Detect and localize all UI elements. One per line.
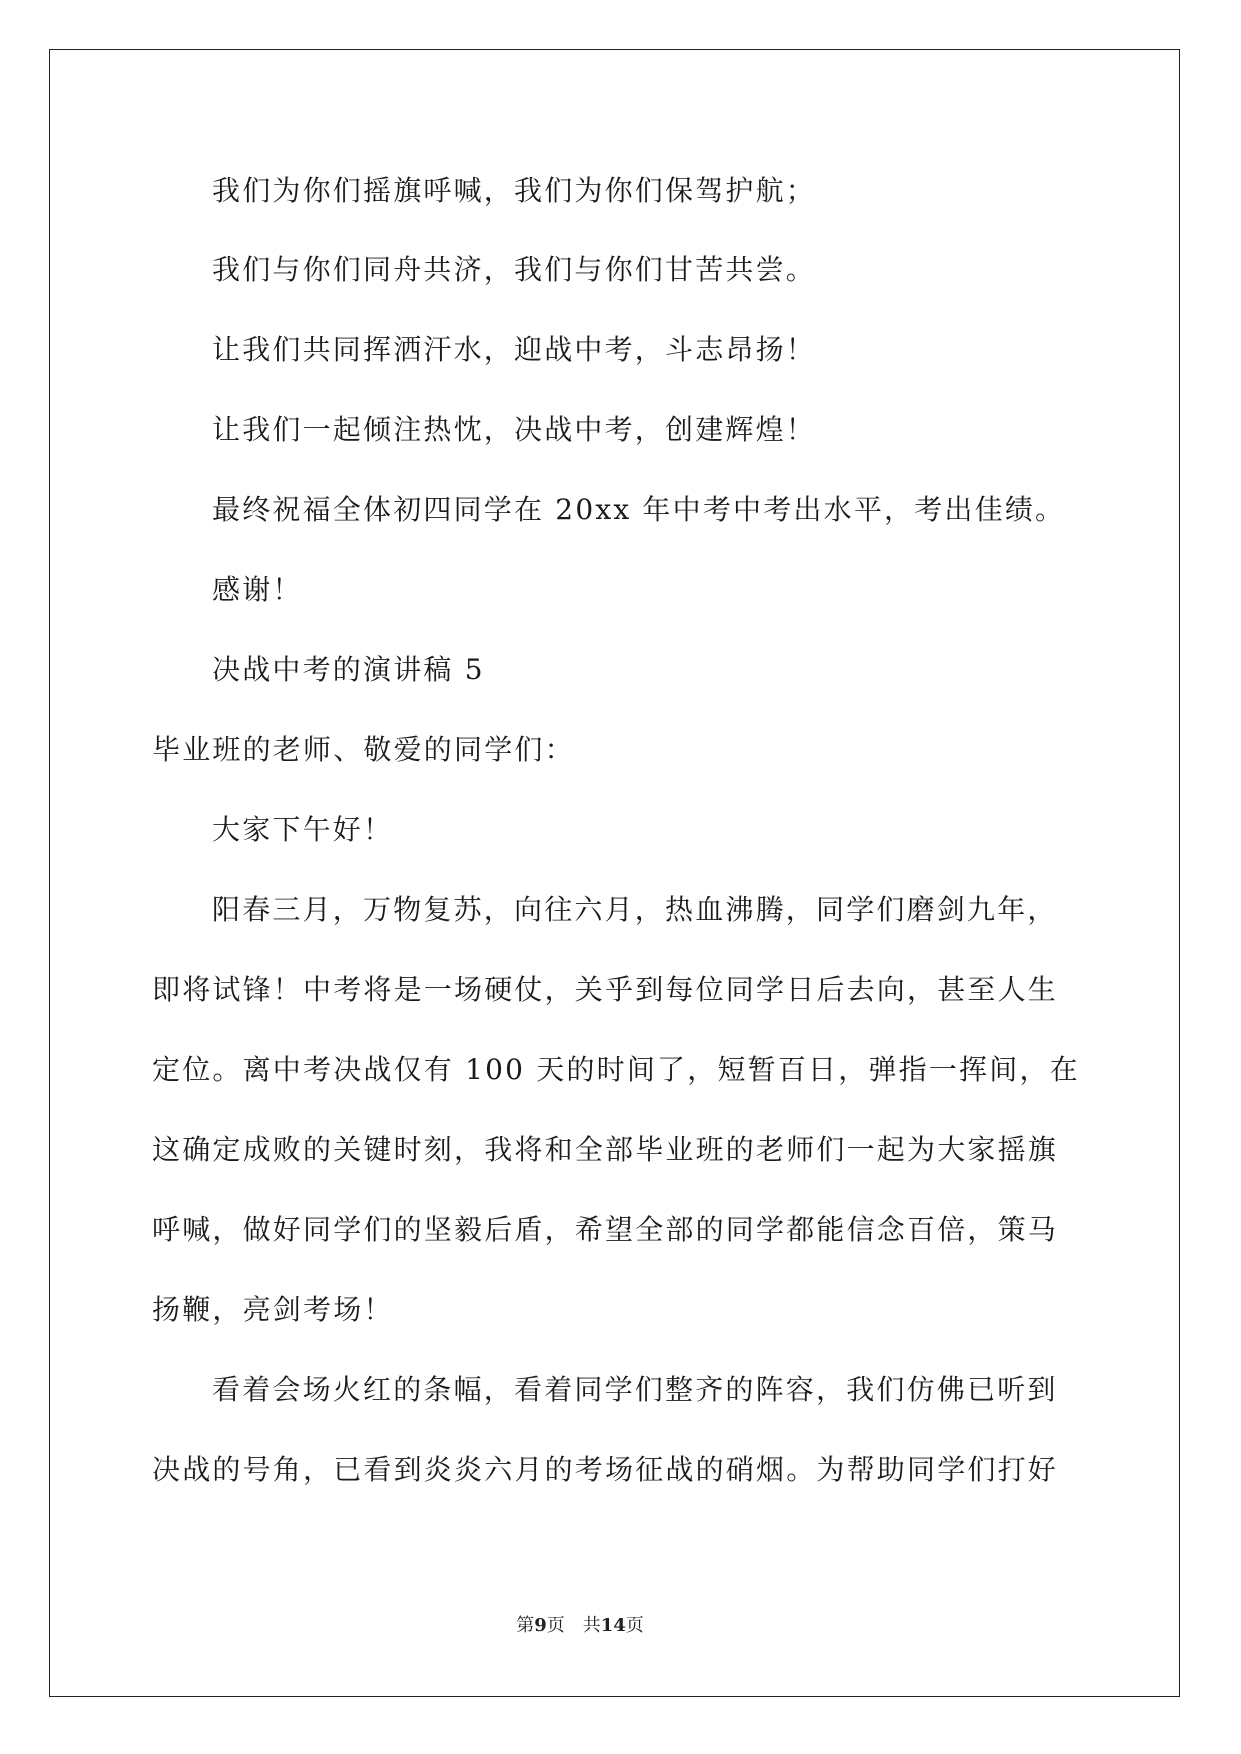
page-footer (0, 1614, 1160, 1638)
paragraph-line: 最终祝福全体初四同学在 20xx 年中考中考出水平，考出佳绩。 (212, 493, 1066, 526)
footer-total-prefix: 共 (582, 1615, 601, 1636)
paragraph-line: 定位。离中考决战仅有 100 天的时间了，短暂百日，弹指一挥间，在 (152, 1053, 1080, 1086)
paragraph-line: 看着会场火红的条幅，看着同学们整齐的阵容，我们仿佛已听到 (212, 1373, 1058, 1406)
paragraph-line: 感谢！ (212, 573, 303, 606)
paragraph-line: 这确定成败的关键时刻，我将和全部毕业班的老师们一起为大家摇旗 (152, 1133, 1059, 1166)
section-title: 决战中考的演讲稿 5 (212, 653, 485, 686)
footer-total-suffix: 页 (625, 1615, 644, 1636)
footer-page-prefix: 第 (516, 1615, 535, 1636)
paragraph-line: 呼喊，做好同学们的坚毅后盾，希望全部的同学都能信念百倍，策马 (152, 1213, 1059, 1246)
paragraph-line: 让我们一起倾注热忱，决战中考，创建辉煌！ (212, 413, 817, 446)
paragraph-line: 我们为你们摇旗呼喊，我们为你们保驾护航； (212, 174, 817, 207)
paragraph-line: 扬鞭，亮剑考场！ (152, 1293, 394, 1326)
paragraph-line: 阳春三月，万物复苏，向往六月，热血沸腾，同学们磨剑九年， (212, 893, 1058, 926)
paragraph-line: 即将试锋！中考将是一场硬仗，关乎到每位同学日后去向，甚至人生 (152, 973, 1059, 1006)
paragraph-line: 决战的号角，已看到炎炎六月的考场征战的硝烟。为帮助同学们打好 (152, 1453, 1059, 1486)
footer-page-total: 14 (600, 1615, 626, 1636)
paragraph-line: 我们与你们同舟共济，我们与你们甘苦共尝。 (212, 253, 817, 286)
footer-page-suffix: 页 (546, 1615, 565, 1636)
footer-page-current: 9 (534, 1615, 547, 1636)
paragraph-line: 让我们共同挥洒汗水，迎战中考，斗志昂扬！ (212, 333, 817, 366)
greeting: 大家下午好！ (212, 813, 394, 846)
salutation: 毕业班的老师、敬爱的同学们： (152, 733, 575, 766)
